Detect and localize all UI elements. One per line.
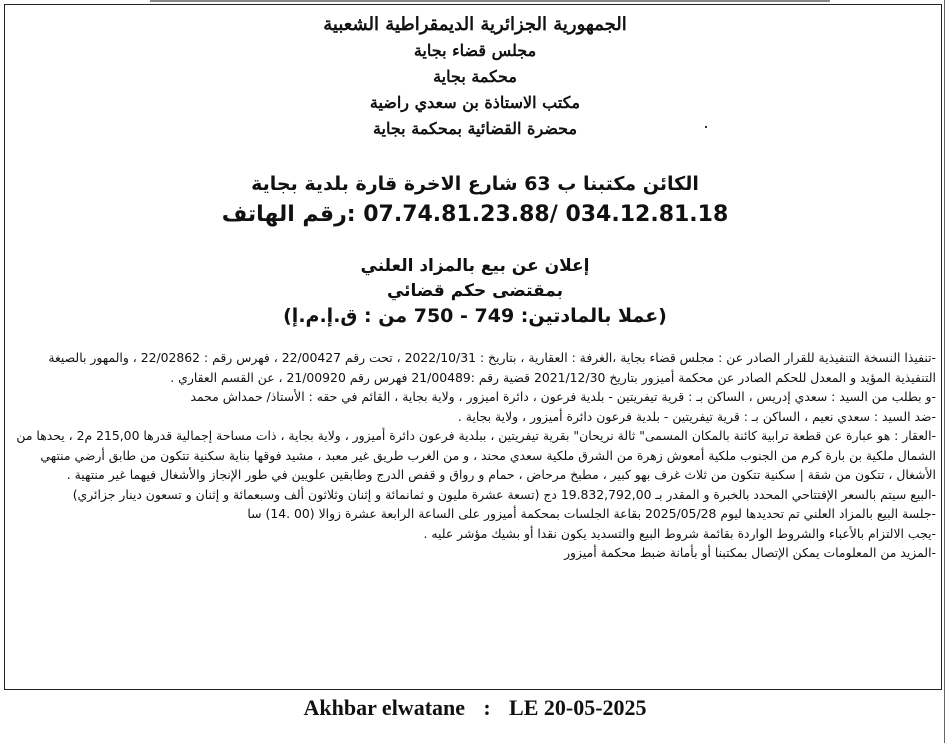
newspaper-name: Akhbar elwatane (303, 695, 466, 720)
top-border-line (150, 0, 830, 2)
court-council-name: مجلس قضاء بجاية (413, 41, 537, 60)
republic-name: الجمهورية الجزائرية الديمقراطية الشعبية (323, 14, 627, 35)
office-address (0, 168, 950, 230)
contact-paragraph: -المزيد من المعلومات يمكن الإتصال بمكتبنا أو بأمانة ضبط محكمة أميزور (564, 545, 936, 560)
document-header (0, 12, 950, 142)
court-name: محكمة بجاية (433, 67, 517, 86)
price-paragraph: -البيع سيتم بالسعر الإفتتاحي المحدد بالخبرة و المقدر بـ 19.832,792,00 دج (تسعة عشرة مليون و ثمانمائة و إثنان وثلاثون ألف وسبعمائة و إثنان و تسعون دينار جزائري) (72, 486, 936, 502)
announcement-subtitle: بمقتضى حكم قضائي (386, 281, 564, 301)
session-paragraph: -جلسة البيع بالمزاد العلني تم تحديدها ليوم 2025/05/28 بقاعة الجلسات بمحكمة أميزور على الساعة الرابعة عشرة زوالا (00 .14) سا (247, 506, 936, 521)
publication-footer (0, 695, 950, 721)
execution-paragraph: -تنفيذا النسخة التنفيذية للقرار الصادر عن : مجلس قضاء بجاية ،الغرفة : العقارية ، بتاريخ : 2022/10/31 ، تحت رقم 22/00427 ، فهرس رقم : 22/02862 ، والمهور بالصيغة التنفيذية المؤيد و المعدل للحكم الصادر عن محكمة أميزور بتاريخ 2021/12/30 قضية رقم :21/00489 فهرس رقم 21/00920 ، عن القسم العقاري . (48, 350, 936, 385)
bailiff-title: محضرة القضائية بمحكمة بجاية (372, 119, 578, 138)
announcement-title-block (0, 254, 950, 329)
defendant-paragraph: -ضد السيد : سعدي نعيم ، الساكن بـ : قرية تيفريتين - بلدية فرعون دائرة أميزور ، ولاية بجاية . (457, 408, 936, 424)
property-paragraph: -العقار : هو عبارة عن قطعة ترابية كائنة بالمكان المسمى" ثالة نريحان" بقرية تيفريتين ، ببلدية فرعون دائرة أميزور ، ولاية بجاية ، ذات مساحة إجمالية قدرها 215,00 م2 ، يحدها من الشمال ملكية بن بارة كرم من الجنوب ملكية أمعوش زهرة من الشرق ملكية سعدي محند ، و من الغرب طريق غير معبد ، مشيد فوقها بناية سكنية تتكون من طابق أرضي منتهي الأشغال ، تتكون من شقة | سكنية تتكون من ثلاث غرف بهو كبير ، مطبخ مرحاض ، حمام و رواق و قفص الدرج وطابقين علويين في طور الإنجاز والأشغال فيهما غير منتهية . (16, 428, 936, 482)
publication-date: LE 20-05-2025 (509, 695, 647, 720)
bailiff-office-name: مكتب الاستاذة بن سعدي راضية (369, 93, 581, 112)
office-phone: 034.12.81.18 /07.74.81.23.88 :رقم الهاتف (221, 202, 729, 227)
plaintiff-paragraph: -و بطلب من السيد : سعدي إدريس ، الساكن بـ : قرية تيفريتين - بلدية فرعون ، دائرة اميزور ، ولاية بجاية ، القائم في حقه : الأستاذ/ حمداش محمد (190, 389, 936, 404)
payment-paragraph: -يجب الالتزام بالأعباء والشروط الواردة بقائمة شروط البيع والتسديد يكون نقدا أو بشيك مؤشر عليه . (423, 525, 936, 541)
announcement-title: إعلان عن بيع بالمزاد العلني (360, 256, 590, 276)
office-location: الكائن مكتبنا ب 63 شارع الاخرة قارة بلدية بجاية (251, 173, 699, 195)
stray-mark (705, 126, 707, 128)
legal-articles: (عملا بالمادتين: 749 - 750 من : ق.إ.م.إ) (283, 305, 667, 327)
footer-separator: : (483, 695, 491, 720)
announcement-body (14, 348, 936, 563)
